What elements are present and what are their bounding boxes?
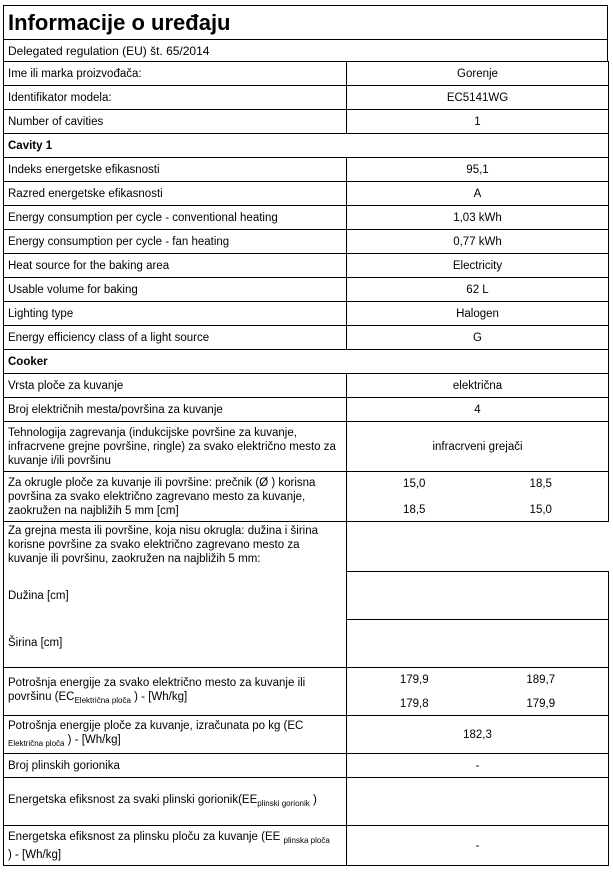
- non-round-zones-value: [347, 522, 609, 572]
- table-row: [4, 302, 609, 326]
- fan-consumption-label: Energy consumption per cycle - fan heating: [4, 230, 347, 254]
- ee-hob-value: -: [347, 826, 609, 866]
- zones-value: 4: [347, 398, 609, 422]
- value-pair: [351, 673, 604, 687]
- length-value: [347, 572, 609, 620]
- ee-burner-value: [347, 778, 609, 826]
- table-row: [4, 374, 609, 398]
- round-zone-value: 15,0: [403, 477, 426, 490]
- table-row: [4, 398, 609, 422]
- model-value: EC5141WG: [347, 86, 609, 110]
- heat-source-label: Heat source for the baking area: [4, 254, 347, 278]
- ec-zone-value: 179,9: [399, 673, 429, 686]
- hob-type-label: Vrsta ploče za kuvanje: [4, 374, 347, 398]
- section-row: [4, 134, 609, 158]
- round-zone-value: 18,5: [403, 503, 426, 516]
- table-row: [4, 422, 609, 472]
- table-row: [4, 206, 609, 230]
- table-row: [4, 572, 609, 620]
- table-row: [4, 230, 609, 254]
- ee-burner-label: Energetska efiksnost za svaki plinski $gorionik(EE_{plinski gorionik}$ ): [4, 778, 347, 826]
- table-row: [4, 754, 609, 778]
- table-row: [4, 278, 609, 302]
- lighting-label: Lighting type: [4, 302, 347, 326]
- table-row: [4, 158, 609, 182]
- cavity-1-heading: Cavity 1: [4, 134, 609, 158]
- table-row: [4, 620, 609, 668]
- table-row: [4, 86, 609, 110]
- table-row: [4, 826, 609, 866]
- value-pair: [351, 477, 604, 491]
- page-title: Informacije o uređaju: [8, 10, 231, 35]
- energy-class-value: A: [347, 182, 609, 206]
- table-row: [4, 778, 609, 826]
- volume-value: 62 L: [347, 278, 609, 302]
- length-label: Dužina [cm]: [4, 572, 347, 620]
- table-row: [4, 182, 609, 206]
- conventional-consumption-label: Energy consumption per cycle - conventional heating: [4, 206, 347, 230]
- ec-hob-label: Potrošnja energije ploče za kuvanje, izračunata po kg (EC $_{Električna ploča}$ ) - [Wh/kg]: [4, 716, 347, 754]
- volume-label: Usable volume for baking: [4, 278, 347, 302]
- table-row: [4, 522, 609, 572]
- table-row: [4, 668, 609, 716]
- table-row: [4, 326, 609, 350]
- non-round-zones-label: Za grejna mesta ili površine, koja nisu okrugla: dužina i širina korisne površine za svako električno zagrevano mesto za kuvanje ili površinu, zaokružen na najbližih 5 mm:: [4, 522, 347, 572]
- cooker-heading: Cooker: [4, 350, 609, 374]
- brand-value: Gorenje: [347, 62, 609, 86]
- eei-label: Indeks energetske efikasnosti: [4, 158, 347, 182]
- gas-burners-label: Broj plinskih gorionika: [4, 754, 347, 778]
- gas-burners-value: -: [347, 754, 609, 778]
- lighting-value: Halogen: [347, 302, 609, 326]
- header: [3, 5, 608, 61]
- light-class-value: G: [347, 326, 609, 350]
- ec-zone-value: 179,9: [526, 697, 556, 710]
- regulation-text: Delegated regulation (EU) št. 65/2014: [4, 39, 607, 61]
- value-pair: [351, 697, 604, 711]
- round-zone-value: 15,0: [529, 503, 552, 516]
- value-pair: [351, 503, 604, 517]
- round-zones-values: [347, 472, 609, 522]
- product-info-table: [3, 61, 609, 866]
- round-zone-value: 18,5: [529, 477, 552, 490]
- ec-zone-label: Potrošnja energije za svako električno mesto za kuvanje ili površinu ($EC_{Električna ploča}$ ) - [Wh/kg]: [4, 668, 347, 716]
- ee-hob-label: Energetska efiksnost za plinsku ploču za kuvanje (EE $_{plinska ploča}$ ) - [Wh/kg]: [4, 826, 347, 866]
- brand-label: Ime ili marka proizvođača:: [4, 62, 347, 86]
- zones-label: Broj električnih mesta/površina za kuvanje: [4, 398, 347, 422]
- table-row: [4, 110, 609, 134]
- fan-consumption-value: 0,77 kWh: [347, 230, 609, 254]
- cavities-value: 1: [347, 110, 609, 134]
- light-class-label: Energy efficiency class of a light source: [4, 326, 347, 350]
- ec-hob-value: 182,3: [347, 716, 609, 754]
- width-label: Širina [cm]: [4, 620, 347, 668]
- energy-class-label: Razred energetske efikasnosti: [4, 182, 347, 206]
- ec-zone-value: 189,7: [526, 673, 556, 686]
- heat-source-value: Electricity: [347, 254, 609, 278]
- section-row: [4, 350, 609, 374]
- heating-tech-value: infracrveni grejači: [347, 422, 609, 472]
- table-row: [4, 716, 609, 754]
- eei-value: 95,1: [347, 158, 609, 182]
- model-label: Identifikator modela:: [4, 86, 347, 110]
- round-zones-label: Za okrugle ploče za kuvanje ili površine: prečnik (Ø ) korisna površina za svako električno zagrevano mesto za kuvanje, zaokružen na najbližih 5 mm [cm]: [4, 472, 347, 522]
- width-value: [347, 620, 609, 668]
- cavities-label: Number of cavities: [4, 110, 347, 134]
- product-info-sheet: [3, 5, 608, 866]
- hob-type-value: električna: [347, 374, 609, 398]
- conventional-consumption-value: 1,03 kWh: [347, 206, 609, 230]
- heating-tech-label: Tehnologija zagrevanja (indukcijske površine za kuvanje, infracrvene grejne površine, ringle) za svako električno mesto za kuvanje i/ili površinu: [4, 422, 347, 472]
- table-row: [4, 254, 609, 278]
- ec-zone-value: 179,8: [399, 697, 429, 710]
- table-row: [4, 472, 609, 522]
- ec-zone-values: [347, 668, 609, 716]
- table-row: [4, 62, 609, 86]
